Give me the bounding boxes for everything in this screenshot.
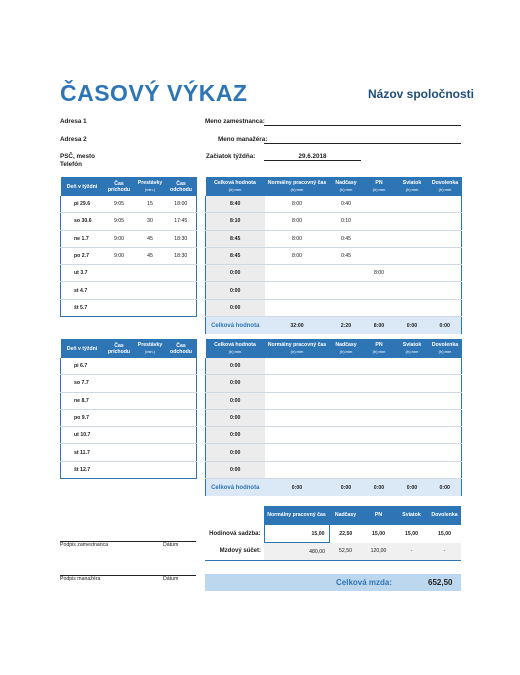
hourly-rate-cell[interactable]: 22,50 — [339, 530, 353, 537]
hours-col-header-label: Normálny pracovný čas — [267, 342, 327, 348]
day-col-header-0 — [61, 339, 104, 358]
summary-header-3: Sviatok — [395, 506, 428, 525]
total-pay-label: Celková mzda: — [336, 578, 393, 587]
day-cell[interactable]: ne 8.7 — [61, 392, 104, 409]
table-row — [206, 427, 462, 444]
total-hours-cell: 8:45 — [206, 247, 265, 264]
table-row — [206, 282, 462, 299]
table-row — [61, 461, 197, 478]
day-col-header-unit: (min.) — [144, 187, 156, 192]
break-cell[interactable] — [135, 409, 166, 426]
day-col-header-label: Čas príchodu — [107, 342, 131, 355]
arrive-cell[interactable]: 9:00 — [104, 247, 135, 264]
hours-col-header-0 — [206, 339, 265, 358]
hours-col-header-unit: (h):mm — [405, 349, 419, 354]
total-vacation: 0:00 — [429, 317, 462, 335]
total-pay-bar — [205, 574, 461, 591]
table-row — [61, 213, 197, 230]
total-hours-cell: 0:00 — [206, 409, 265, 426]
hours-col-header-label: Celková hodnota — [214, 180, 256, 186]
hours-col-header-label: Sviatok — [402, 342, 422, 348]
sick-leave-cell[interactable] — [363, 392, 396, 409]
hours-col-header-unit: (h):mm — [372, 349, 386, 354]
day-cell[interactable]: so 7.7 — [61, 375, 104, 392]
address-1[interactable]: Adresa 1 — [60, 118, 87, 125]
manager-signature-label: Podpis manažéra — [60, 576, 101, 582]
day-cell[interactable]: pi 29.6 — [61, 196, 104, 213]
hourly-rate-cell[interactable]: 15,00 — [264, 525, 329, 543]
arrive-cell[interactable] — [104, 299, 135, 316]
holiday-cell[interactable] — [396, 213, 429, 230]
hours-col-header-1 — [265, 339, 330, 358]
total-hours-cell: 8:45 — [206, 230, 265, 247]
total-overtime: 0:00 — [330, 479, 363, 497]
holiday-cell[interactable] — [396, 461, 429, 478]
day-col-header-1 — [104, 177, 135, 196]
day-col-header-3 — [166, 339, 197, 358]
arrive-cell[interactable] — [104, 444, 135, 461]
day-col-header-1 — [104, 339, 135, 358]
hours-col-header-3 — [363, 339, 396, 358]
arrive-cell[interactable]: 9:00 — [104, 230, 135, 247]
day-col-header-2 — [135, 339, 166, 358]
hours-col-header-unit: (h):mm — [372, 187, 386, 192]
leave-cell[interactable] — [166, 409, 197, 426]
hours-col-header-unit: (h):mm — [228, 187, 242, 192]
hours-col-header-label: Nadčasy — [335, 180, 357, 186]
normal-hours-cell[interactable] — [265, 265, 330, 282]
total-hours-cell: 0:00 — [206, 461, 265, 478]
arrive-cell[interactable] — [104, 392, 135, 409]
break-cell[interactable] — [135, 358, 166, 375]
hours-col-header-4 — [396, 177, 429, 196]
leave-cell[interactable]: 18:00 — [166, 196, 197, 213]
table-row — [206, 247, 462, 264]
day-col-header-label: Čas odchodu — [170, 180, 192, 193]
week-start-label: Začiatok týždňa: — [206, 153, 256, 160]
normal-hours-cell[interactable] — [265, 375, 330, 392]
holiday-cell[interactable] — [396, 247, 429, 264]
arrive-cell[interactable] — [104, 461, 135, 478]
holiday-cell[interactable] — [396, 282, 429, 299]
sick-leave-cell[interactable] — [363, 461, 396, 478]
employee-date-label: Dátum — [163, 542, 179, 548]
table-row — [61, 409, 197, 426]
hours-col-header-2 — [330, 177, 363, 196]
day-col-header-3 — [166, 177, 197, 196]
normal-hours-cell[interactable] — [265, 427, 330, 444]
summary-header-4: Dovolenka — [428, 506, 461, 525]
overtime-cell[interactable] — [330, 375, 363, 392]
break-cell[interactable]: 45 — [135, 247, 166, 264]
sick-leave-cell[interactable] — [363, 230, 396, 247]
vacation-cell[interactable] — [429, 213, 462, 230]
day-cell[interactable]: po 9.7 — [61, 409, 104, 426]
day-cell[interactable]: po 2.7 — [61, 247, 104, 264]
day-cell[interactable]: ut 10.7 — [61, 427, 104, 444]
break-cell[interactable] — [135, 461, 166, 478]
total-row-label: Celková hodnota — [206, 479, 265, 497]
overtime-cell[interactable] — [330, 392, 363, 409]
total-hours-cell: 0:00 — [206, 375, 265, 392]
overtime-cell[interactable] — [330, 409, 363, 426]
table-row — [61, 299, 197, 316]
normal-hours-cell[interactable]: 8:00 — [265, 247, 330, 264]
hours-col-header-3 — [363, 177, 396, 196]
total-hours-cell: 0:00 — [206, 392, 265, 409]
sick-leave-cell[interactable] — [363, 213, 396, 230]
pay-summary-table — [205, 506, 461, 561]
day-col-header-2 — [135, 177, 166, 196]
hourly-rate-label: Hodinová sadzba: — [209, 530, 261, 537]
hours-col-header-unit: (h):mm — [228, 349, 242, 354]
total-overtime: 2:20 — [330, 317, 363, 335]
summary-header-0: Normálny pracovný čas — [264, 506, 329, 525]
total-row — [206, 317, 462, 335]
break-cell[interactable]: 15 — [135, 196, 166, 213]
break-cell[interactable]: 45 — [135, 230, 166, 247]
arrive-cell[interactable]: 9:05 — [104, 196, 135, 213]
vacation-cell[interactable] — [429, 196, 462, 213]
leave-cell[interactable] — [166, 265, 197, 282]
table-row — [206, 196, 462, 213]
hours-col-header-4 — [396, 339, 429, 358]
break-cell[interactable]: 30 — [135, 213, 166, 230]
postal-city[interactable]: PSČ, mesto — [60, 153, 95, 160]
hours-col-header-1 — [265, 177, 330, 196]
sick-leave-cell[interactable] — [363, 299, 396, 316]
hourly-rate-cell[interactable]: 15,00 — [405, 530, 418, 537]
holiday-cell[interactable] — [396, 409, 429, 426]
table-row — [61, 392, 197, 409]
wage-total-cell: 480,00 — [264, 543, 329, 561]
hours-col-header-unit: (h):mm — [290, 187, 304, 192]
total-row-label: Celková hodnota — [206, 317, 265, 335]
table-row — [206, 230, 462, 247]
manager-name-label: Meno manažéra: — [218, 136, 268, 143]
total-sick-leave: 0:00 — [363, 479, 396, 497]
leave-cell[interactable] — [166, 375, 197, 392]
hours-col-header-label: Celková hodnota — [214, 342, 256, 348]
overtime-cell[interactable] — [330, 282, 363, 299]
sick-leave-cell[interactable]: 8:00 — [363, 265, 396, 282]
hourly-rate-cell[interactable]: 15,00 — [372, 530, 385, 537]
total-hours-cell: 0:00 — [206, 299, 265, 316]
holiday-cell[interactable] — [396, 265, 429, 282]
holiday-cell[interactable] — [396, 230, 429, 247]
arrive-cell[interactable] — [104, 358, 135, 375]
sick-leave-cell[interactable] — [363, 444, 396, 461]
phone[interactable]: Telefón — [60, 161, 82, 168]
table-row — [206, 392, 462, 409]
vacation-cell[interactable] — [429, 392, 462, 409]
vacation-cell[interactable] — [429, 375, 462, 392]
vacation-cell[interactable] — [429, 265, 462, 282]
table-row — [206, 461, 462, 478]
normal-hours-cell[interactable] — [265, 461, 330, 478]
normal-hours-cell[interactable] — [265, 392, 330, 409]
overtime-cell[interactable] — [330, 358, 363, 375]
hours-col-header-label: Normálny pracovný čas — [267, 180, 327, 186]
leave-cell[interactable] — [166, 461, 197, 478]
break-cell[interactable] — [135, 375, 166, 392]
leave-cell[interactable] — [166, 444, 197, 461]
table-row — [61, 265, 197, 282]
total-holiday: 0:00 — [396, 317, 429, 335]
total-hours-cell: 0:00 — [206, 444, 265, 461]
summary-header-1: Nadčasy — [329, 506, 362, 525]
employee-name-label: Meno zamestnanca: — [205, 118, 265, 125]
address-2[interactable]: Adresa 2 — [60, 136, 87, 143]
hours-col-header-unit: (h):mm — [438, 187, 452, 192]
normal-hours-cell[interactable] — [265, 282, 330, 299]
day-col-header-label: Čas odchodu — [170, 342, 192, 355]
table-row — [61, 282, 197, 299]
total-hours-cell: 0:00 — [206, 282, 265, 299]
table-row — [61, 230, 197, 247]
leave-cell[interactable]: 18:30 — [166, 230, 197, 247]
week1-time-table — [60, 177, 197, 317]
vacation-cell[interactable] — [429, 247, 462, 264]
holiday-cell[interactable] — [396, 392, 429, 409]
normal-hours-cell[interactable] — [265, 444, 330, 461]
total-hours-cell: 0:00 — [206, 358, 265, 375]
table-row — [61, 375, 197, 392]
vacation-cell[interactable] — [429, 427, 462, 444]
leave-cell[interactable] — [166, 282, 197, 299]
hours-col-header-0 — [206, 177, 265, 196]
overtime-cell[interactable] — [330, 444, 363, 461]
arrive-cell[interactable] — [104, 409, 135, 426]
overtime-cell[interactable] — [330, 265, 363, 282]
employee-signature-label: Podpis zamestnanca — [60, 542, 109, 548]
total-normal: 0:00 — [265, 479, 330, 497]
normal-hours-cell[interactable]: 8:00 — [265, 196, 330, 213]
leave-cell[interactable] — [166, 299, 197, 316]
manager-date-label: Dátum — [163, 576, 179, 582]
hours-col-header-unit: (h):mm — [438, 349, 452, 354]
hours-col-header-label: Dovolenka — [431, 342, 459, 348]
hours-col-header-unit: (h):mm — [405, 187, 419, 192]
overtime-cell[interactable] — [330, 461, 363, 478]
leave-cell[interactable] — [166, 358, 197, 375]
total-hours-cell: 0:00 — [206, 265, 265, 282]
normal-hours-cell[interactable] — [265, 299, 330, 316]
day-cell[interactable]: ne 1.7 — [61, 230, 104, 247]
wage-total-label: Mzdový súčet: — [205, 543, 264, 561]
leave-cell[interactable]: 18:30 — [166, 247, 197, 264]
sick-leave-cell[interactable] — [363, 358, 396, 375]
hours-col-header-unit: (h):mm — [339, 349, 353, 354]
arrive-cell[interactable]: 9:05 — [104, 213, 135, 230]
vacation-cell[interactable] — [429, 282, 462, 299]
total-sick-leave: 8:00 — [363, 317, 396, 335]
normal-hours-cell[interactable]: 8:00 — [265, 213, 330, 230]
week1-hours-table — [205, 177, 462, 334]
wage-total-cell: - — [428, 543, 461, 561]
break-cell[interactable] — [135, 392, 166, 409]
total-normal: 32:00 — [265, 317, 330, 335]
hours-col-header-label: Nadčasy — [335, 342, 357, 348]
normal-hours-cell[interactable] — [265, 409, 330, 426]
hours-col-header-2 — [330, 339, 363, 358]
hours-col-header-unit: (h):mm — [290, 349, 304, 354]
total-holiday: 0:00 — [396, 479, 429, 497]
arrive-cell[interactable] — [104, 375, 135, 392]
leave-cell[interactable] — [166, 392, 197, 409]
wage-total-cell: 52,50 — [329, 543, 362, 561]
table-row — [61, 358, 197, 375]
day-cell[interactable]: št 5.7 — [61, 299, 104, 316]
summary-header-2: PN — [362, 506, 395, 525]
day-cell[interactable]: st 11.7 — [61, 444, 104, 461]
holiday-cell[interactable] — [396, 299, 429, 316]
hourly-rate-cell[interactable]: 15,00 — [438, 530, 451, 537]
hours-col-header-5 — [429, 339, 462, 358]
normal-hours-cell[interactable] — [265, 358, 330, 375]
sick-leave-cell[interactable] — [363, 427, 396, 444]
total-vacation: 0:00 — [429, 479, 462, 497]
vacation-cell[interactable] — [429, 230, 462, 247]
overtime-cell[interactable]: 0:45 — [330, 247, 363, 264]
table-row — [206, 409, 462, 426]
day-col-header-label: Čas príchodu — [107, 180, 131, 193]
company-name[interactable]: Názov spoločnosti — [368, 87, 475, 101]
hours-col-header-5 — [429, 177, 462, 196]
vacation-cell[interactable] — [429, 461, 462, 478]
manager-name-field[interactable] — [264, 143, 461, 144]
normal-hours-cell[interactable]: 8:00 — [265, 230, 330, 247]
day-col-header-label: Prestávky — [137, 180, 163, 186]
table-row — [206, 299, 462, 316]
sick-leave-cell[interactable] — [363, 247, 396, 264]
sick-leave-cell[interactable] — [363, 409, 396, 426]
day-col-header-label: Prestávky — [137, 342, 163, 348]
break-cell[interactable] — [135, 282, 166, 299]
day-cell[interactable]: ut 3.7 — [61, 265, 104, 282]
total-pay-value: 652,50 — [428, 578, 453, 587]
vacation-cell[interactable] — [429, 358, 462, 375]
arrive-cell[interactable] — [104, 265, 135, 282]
overtime-cell[interactable] — [330, 299, 363, 316]
holiday-cell[interactable] — [396, 375, 429, 392]
wage-total-cell: - — [395, 543, 428, 561]
total-hours-cell: 8:10 — [206, 213, 265, 230]
break-cell[interactable] — [135, 427, 166, 444]
overtime-cell[interactable]: 0:40 — [330, 196, 363, 213]
day-cell[interactable]: st 4.7 — [61, 282, 104, 299]
holiday-cell[interactable] — [396, 444, 429, 461]
break-cell[interactable] — [135, 444, 166, 461]
total-hours-cell: 0:00 — [206, 427, 265, 444]
vacation-cell[interactable] — [429, 409, 462, 426]
arrive-cell[interactable] — [104, 427, 135, 444]
total-row — [206, 479, 462, 497]
day-col-header-label: Deň v týždni — [66, 183, 98, 190]
leave-cell[interactable]: 17:45 — [166, 213, 197, 230]
table-row — [61, 196, 197, 213]
day-cell[interactable]: pi 6.7 — [61, 358, 104, 375]
table-row — [61, 247, 197, 264]
hours-col-header-label: Dovolenka — [431, 180, 459, 186]
break-cell[interactable] — [135, 265, 166, 282]
overtime-cell[interactable]: 0:10 — [330, 213, 363, 230]
hours-col-header-unit: (h):mm — [339, 187, 353, 192]
vacation-cell[interactable] — [429, 299, 462, 316]
hours-col-header-label: PN — [375, 342, 383, 348]
day-cell[interactable]: št 12.7 — [61, 461, 104, 478]
total-hours-cell: 8:40 — [206, 196, 265, 213]
overtime-cell[interactable] — [330, 427, 363, 444]
week-start-value[interactable]: 29.6.2018 — [298, 153, 327, 160]
table-row — [61, 427, 197, 444]
sick-leave-cell[interactable] — [363, 282, 396, 299]
table-row — [61, 444, 197, 461]
leave-cell[interactable] — [166, 427, 197, 444]
holiday-cell[interactable] — [396, 358, 429, 375]
break-cell[interactable] — [135, 299, 166, 316]
week2-time-table — [60, 339, 197, 479]
vacation-cell[interactable] — [429, 444, 462, 461]
day-col-header-0 — [61, 177, 104, 196]
sick-leave-cell[interactable] — [363, 375, 396, 392]
arrive-cell[interactable] — [104, 282, 135, 299]
day-col-header-label: Deň v týždni — [66, 345, 98, 352]
table-row — [206, 444, 462, 461]
overtime-cell[interactable]: 0:45 — [330, 230, 363, 247]
employee-name-field[interactable] — [264, 125, 461, 126]
day-cell[interactable]: so 30.6 — [61, 213, 104, 230]
table-row — [206, 213, 462, 230]
table-row — [206, 358, 462, 375]
table-row — [206, 265, 462, 282]
holiday-cell[interactable] — [396, 196, 429, 213]
wage-total-cell: 120,00 — [362, 543, 395, 561]
hours-col-header-label: PN — [375, 180, 383, 186]
table-row — [206, 375, 462, 392]
sick-leave-cell[interactable] — [363, 196, 396, 213]
day-col-header-unit: (min.) — [144, 349, 156, 354]
page-title: ČASOVÝ VÝKAZ — [60, 80, 248, 106]
week2-hours-table — [205, 339, 462, 496]
week-start-underline — [264, 160, 361, 161]
hours-col-header-label: Sviatok — [402, 180, 422, 186]
holiday-cell[interactable] — [396, 427, 429, 444]
